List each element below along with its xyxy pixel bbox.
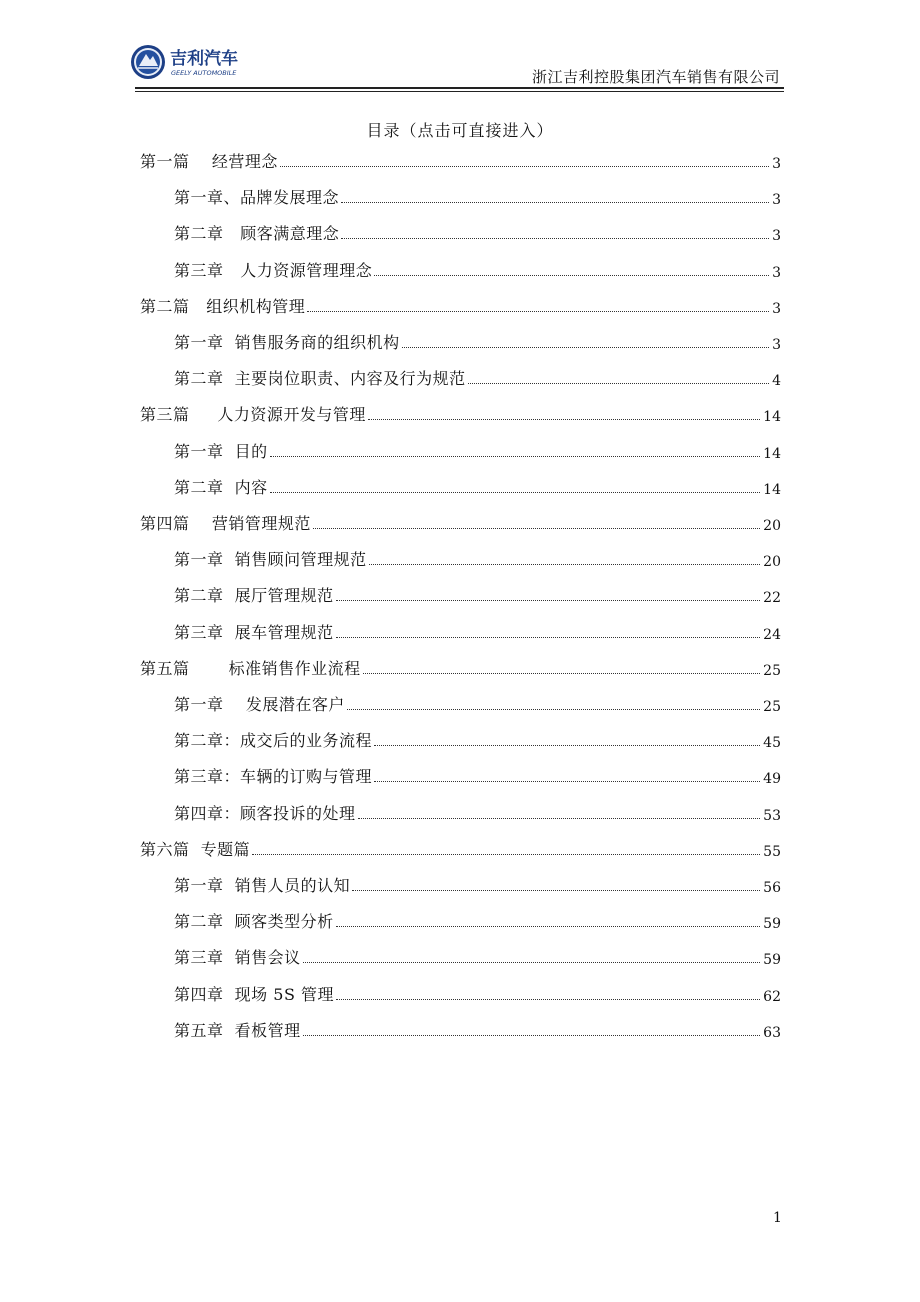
toc-leader-dots (303, 1034, 760, 1036)
toc-entry-label: 第二章 内容 (174, 477, 268, 497)
toc-entry-label: 第一章、品牌发展理念 (174, 188, 340, 208)
toc-entry-label: 第三章 人力资源管理理念 (174, 260, 373, 280)
toc-entry-label: 第二章：成交后的业务流程 (174, 731, 373, 751)
toc-entry-label: 第三篇 人力资源开发与管理 (140, 405, 366, 425)
toc-leader-dots (336, 599, 760, 601)
toc-entry-page: 3 (772, 228, 781, 245)
toc-leader-dots (336, 998, 760, 1000)
toc-entry-page: 55 (763, 843, 781, 860)
logo-en-text: GEELY AUTOMOBILE (171, 69, 237, 77)
toc-leader-dots (280, 165, 769, 167)
toc-leader-dots (303, 961, 760, 963)
toc-chapter-entry[interactable] (174, 329, 781, 353)
toc-chapter-entry[interactable] (174, 1017, 781, 1041)
toc-entry-label: 第三章：车辆的订购与管理 (174, 767, 373, 787)
toc-entry-page: 25 (763, 699, 781, 715)
toc-entry-page: 62 (763, 988, 781, 1005)
toc-chapter-entry[interactable] (174, 944, 781, 968)
toc-entry-label: 第四篇 营销管理规范 (140, 514, 311, 533)
toc-leader-dots (374, 744, 760, 746)
toc-leader-dots (352, 889, 760, 891)
toc-entry-page: 59 (763, 952, 781, 969)
toc-leader-dots (341, 237, 769, 239)
toc-chapter-entry[interactable] (174, 257, 781, 281)
toc-leader-dots (336, 636, 760, 638)
toc-leader-dots (252, 853, 760, 855)
toc-entry-page: 3 (772, 192, 781, 209)
toc-entry-page: 20 (763, 554, 781, 571)
toc-chapter-entry[interactable] (174, 619, 781, 643)
toc-entry-page: 45 (763, 735, 781, 752)
toc-chapter-entry[interactable] (174, 908, 781, 932)
toc-leader-dots (270, 491, 760, 493)
toc-chapter-entry[interactable] (174, 438, 781, 462)
toc-part-entry[interactable] (140, 836, 781, 860)
toc-chapter-entry[interactable] (174, 691, 781, 715)
toc-entry-page: 22 (763, 590, 781, 607)
toc-chapter-entry[interactable] (174, 872, 781, 896)
toc-chapter-entry[interactable] (174, 365, 781, 389)
toc-entry-page: 20 (763, 518, 781, 534)
toc-entry-label: 第五章 看板管理 (174, 1020, 301, 1040)
geely-logo (130, 40, 270, 84)
toc-part-entry[interactable] (140, 401, 781, 425)
toc-entry-label: 第二章 主要岗位职责、内容及行为规范 (174, 369, 466, 389)
toc-leader-dots (307, 310, 769, 312)
toc-entry-label: 第三章 销售会议 (174, 948, 301, 968)
toc-entry-label: 第二篇 组织机构管理 (140, 296, 306, 316)
header-rule-thin (135, 91, 784, 92)
toc-chapter-entry[interactable] (174, 582, 781, 606)
toc-entry-page: 63 (763, 1024, 781, 1041)
toc-entry-page: 59 (763, 916, 781, 933)
toc-leader-dots (313, 527, 760, 529)
toc-leader-dots (374, 274, 769, 276)
toc-part-entry[interactable] (140, 148, 781, 172)
toc-entry-label: 第一章 销售服务商的组织机构 (174, 333, 400, 352)
toc-leader-dots (341, 201, 769, 203)
toc-entry-page: 56 (763, 880, 781, 896)
toc-entry-page: 25 (763, 662, 781, 679)
toc-leader-dots (368, 418, 760, 420)
toc-leader-dots (358, 817, 761, 819)
toc-entry-label: 第一篇 经营理念 (140, 152, 278, 171)
toc-part-entry[interactable] (140, 655, 781, 679)
toc-entry-label: 第六篇 专题篇 (140, 839, 251, 859)
toc-entry-label: 第一章 发展潜在客户 (174, 695, 345, 714)
page-number: 1 (773, 1210, 782, 1226)
toc-entry-page: 14 (763, 409, 781, 426)
logo-cn-text: 吉利汽车 (170, 49, 238, 69)
toc-leader-dots (369, 563, 760, 565)
toc-leader-dots (374, 780, 760, 782)
toc-entry-label: 第二章 顾客类型分析 (174, 912, 334, 932)
toc-entry-label: 第二章 顾客满意理念 (174, 224, 340, 244)
toc-leader-dots (402, 346, 769, 348)
toc-chapter-entry[interactable] (174, 220, 781, 244)
toc-chapter-entry[interactable] (174, 184, 781, 208)
toc-entry-page: 3 (772, 337, 781, 353)
toc-leader-dots (347, 708, 760, 710)
toc-entry-label: 第二章 展厅管理规范 (174, 586, 334, 606)
toc-entry-page: 4 (772, 373, 781, 390)
company-name: 浙江吉利控股集团汽车销售有限公司 (531, 68, 780, 86)
toc-chapter-entry[interactable] (174, 727, 781, 751)
header-rule-thick (135, 87, 784, 89)
toc-entry-page: 24 (763, 626, 781, 643)
toc-entry-page: 3 (772, 156, 781, 172)
toc-entry-label: 第三章 展车管理规范 (174, 622, 334, 642)
toc-entry-page: 3 (772, 264, 781, 281)
toc-chapter-entry[interactable] (174, 981, 781, 1005)
toc-entry-label: 第五篇 标准销售作业流程 (140, 658, 361, 678)
page-header (130, 36, 784, 90)
toc-part-entry[interactable] (140, 510, 781, 534)
toc-chapter-entry[interactable] (174, 800, 781, 824)
toc-chapter-entry[interactable] (174, 474, 781, 498)
toc-leader-dots (336, 925, 760, 927)
toc-title: 目录（点击可直接进入） (366, 121, 554, 140)
toc-leader-dots (363, 672, 761, 674)
toc-entry-label: 第一章 销售顾问管理规范 (174, 550, 367, 570)
toc-entry-label: 第一章 销售人员的认知 (174, 876, 351, 895)
toc-chapter-entry[interactable] (174, 546, 781, 570)
toc-entry-label: 第一章 目的 (174, 441, 268, 461)
toc-entry-page: 53 (763, 807, 781, 824)
toc-entry-label: 第四章：顾客投诉的处理 (174, 803, 356, 823)
toc-entry-page: 14 (763, 445, 781, 462)
toc-leader-dots (468, 382, 769, 384)
toc-entry-page: 14 (763, 481, 781, 498)
toc-entry-page: 3 (772, 300, 781, 317)
toc-chapter-entry[interactable] (174, 763, 781, 787)
toc-leader-dots (270, 455, 760, 457)
toc-entry-page: 49 (763, 771, 781, 788)
toc-entry-label: 第四章 现场 5S 管理 (174, 984, 334, 1004)
toc-part-entry[interactable] (140, 293, 781, 317)
